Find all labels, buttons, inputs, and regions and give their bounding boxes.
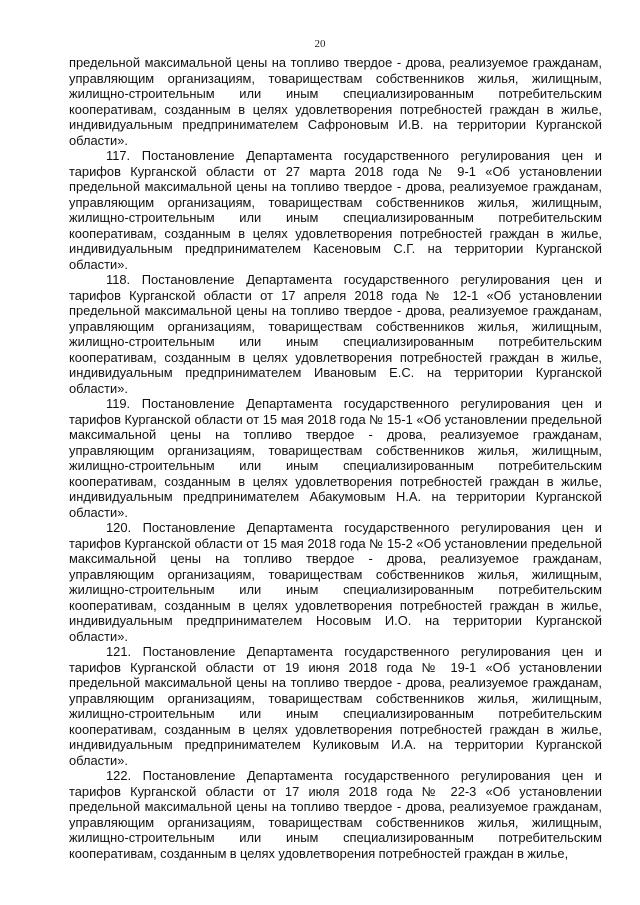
list-item-121: 121. Постановление Департамента государственного регулирования цен и тарифов Курганской области от 19 июня 2018 года № 19-1 «Об установлении предельной максимальной цены на топливо твердое - дрова, реализуемое гражданам, управляющим организациям, товариществам собственников жилья, жилищным, жилищно-строительным или иным специализированным потребительским кооперативам, созданным в целях удовлетворения потребностей граждан в жилье, индивидуальным предпринимателем Куликовым И.А. на территории Курганской области». (69, 644, 602, 768)
document-body (69, 55, 602, 861)
list-item-122: 122. Постановление Департамента государственного регулирования цен и тарифов Курганской области от 17 июля 2018 года № 22-3 «Об установлении предельной максимальной цены на топливо твердое - дрова, реализуемое гражданам, управляющим организациям, товариществам собственников жилья, жилищным, жилищно-строительным или иным специализированным потребительским кооперативам, созданным в целях удовлетворения потребностей граждан в жилье, (69, 768, 602, 861)
list-item-120: 120. Постановление Департамента государственного регулирования цен и тарифов Курганской области от 15 мая 2018 года № 15-2 «Об установлении предельной максимальной цены на топливо твердое - дрова, реализуемое гражданам, управляющим организациям, товариществам собственников жилья, жилищным, жилищно-строительным или иным специализированным потребительским кооперативам, созданным в целях удовлетворения потребностей граждан в жилье, индивидуальным предпринимателем Носовым И.О. на территории Курганской области». (69, 520, 602, 644)
list-item-119: 119. Постановление Департамента государственного регулирования цен и тарифов Курганской области от 15 мая 2018 года № 15-1 «Об установлении предельной максимальной цены на топливо твердое - дрова, реализуемое гражданам, управляющим организациям, товариществам собственников жилья, жилищным, жилищно-строительным или иным специализированным потребительским кооперативам, созданным в целях удовлетворения потребностей граждан в жилье, индивидуальным предпринимателем Абакумовым Н.А. на территории Курганской области». (69, 396, 602, 520)
continuation-paragraph: предельной максимальной цены на топливо твердое - дрова, реализуемое гражданам, управляющим организациям, товариществам собственников жилья, жилищным, жилищно-строительным или иным специализированным потребительским кооперативам, созданным в целях удовлетворения потребностей граждан в жилье, индивидуальным предпринимателем Сафроновым И.В. на территории Курганской области». (69, 55, 602, 148)
list-item-117: 117. Постановление Департамента государственного регулирования цен и тарифов Курганской области от 27 марта 2018 года № 9-1 «Об установлении предельной максимальной цены на топливо твердое - дрова, реализуемое гражданам, управляющим организациям, товариществам собственников жилья, жилищным, жилищно-строительным или иным специализированным потребительским кооперативам, созданным в целях удовлетворения потребностей граждан в жилье, индивидуальным предпринимателем Касеновым С.Г. на территории Курганской области». (69, 148, 602, 272)
page-number: 20 (314, 38, 326, 50)
list-item-118: 118. Постановление Департамента государственного регулирования цен и тарифов Курганской области от 17 апреля 2018 года № 12-1 «Об установлении предельной максимальной цены на топливо твердое - дрова, реализуемое гражданам, управляющим организациям, товариществам собственников жилья, жилищным, жилищно-строительным или иным специализированным потребительским кооперативам, созданным в целях удовлетворения потребностей граждан в жилье, индивидуальным предпринимателем Ивановым Е.С. на территории Курганской области». (69, 272, 602, 396)
